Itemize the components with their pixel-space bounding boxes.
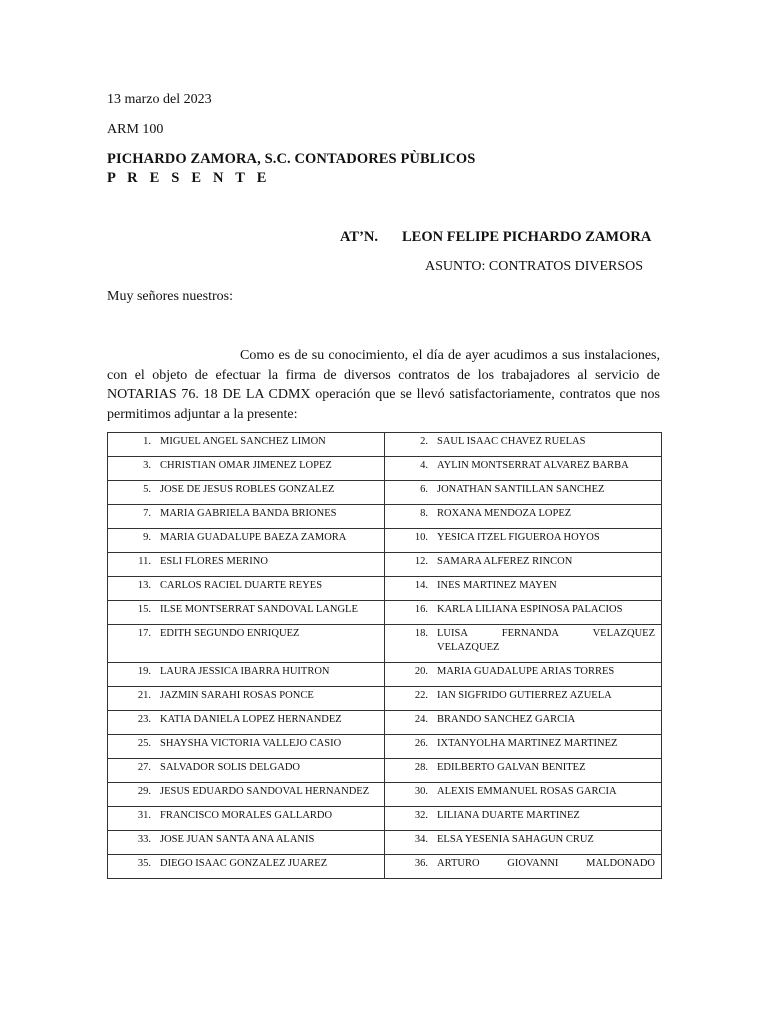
- recipient-company: PICHARDO ZAMORA, S.C. CONTADORES PÙBLICOS: [107, 151, 476, 167]
- worker-name: FRANCISCO MORALES GALLARDO: [160, 810, 333, 821]
- worker-number: 2.: [420, 436, 428, 447]
- table-cell: [385, 553, 662, 577]
- worker-name: SALVADOR SOLIS DELGADO: [160, 762, 301, 773]
- worker-name: LILIANA DUARTE MARTINEZ: [437, 810, 580, 821]
- table-cell: [385, 505, 662, 529]
- worker-number: 1.: [143, 436, 151, 447]
- worker-name: JOSE JUAN SANTA ANA ALANIS: [160, 834, 315, 845]
- worker-name: JESUS EDUARDO SANDOVAL HERNANDEZ: [160, 786, 370, 797]
- table-cell: [108, 481, 385, 505]
- table-row: [108, 783, 662, 807]
- attention-name: LEON FELIPE PICHARDO ZAMORA: [402, 229, 652, 245]
- table-cell: [385, 735, 662, 759]
- table-row: [108, 663, 662, 687]
- worker-name: JONATHAN SANTILLAN SANCHEZ: [437, 484, 605, 495]
- table-cell: [108, 855, 385, 879]
- worker-number: 36.: [414, 858, 428, 869]
- worker-entry: [385, 689, 655, 703]
- table-cell: [108, 783, 385, 807]
- table-cell: [108, 711, 385, 735]
- worker-number: 15.: [137, 604, 151, 615]
- worker-entry: [385, 761, 655, 775]
- table-cell: [385, 601, 662, 625]
- table-cell: [108, 807, 385, 831]
- worker-number: 18.: [414, 628, 428, 639]
- worker-name: ROXANA MENDOZA LOPEZ: [437, 508, 572, 519]
- table-row: [108, 711, 662, 735]
- reference-code: ARM 100: [107, 122, 164, 137]
- worker-number: 22.: [414, 690, 428, 701]
- worker-number: 7.: [143, 508, 151, 519]
- worker-number: 30.: [414, 786, 428, 797]
- table-row: [108, 505, 662, 529]
- table-row: [108, 553, 662, 577]
- worker-number: 3.: [143, 460, 151, 471]
- worker-number: 12.: [414, 556, 428, 567]
- table-cell: [385, 687, 662, 711]
- table-row: [108, 759, 662, 783]
- workers-table: [107, 432, 662, 879]
- table-cell: [385, 807, 662, 831]
- table-cell: [108, 625, 385, 663]
- worker-entry: [108, 555, 378, 569]
- table-row: [108, 625, 662, 663]
- worker-name: KATIA DANIELA LOPEZ HERNANDEZ: [160, 714, 342, 725]
- table-row: [108, 577, 662, 601]
- worker-number: 19.: [137, 666, 151, 677]
- worker-number: 33.: [137, 834, 151, 845]
- worker-entry: [108, 459, 378, 473]
- worker-name: CARLOS RACIEL DUARTE REYES: [160, 580, 323, 591]
- worker-entry: [385, 833, 655, 847]
- worker-name: LUISA FERNANDA VELAZQUEZ VELAZQUEZ: [437, 628, 655, 653]
- table-cell: [108, 759, 385, 783]
- worker-entry: [385, 603, 655, 617]
- worker-number: 13.: [137, 580, 151, 591]
- worker-name: ILSE MONTSERRAT SANDOVAL LANGLE: [160, 604, 358, 615]
- worker-entry: [108, 761, 378, 775]
- worker-entry: [385, 483, 655, 497]
- table-row: [108, 601, 662, 625]
- worker-name: JOSE DE JESUS ROBLES GONZALEZ: [160, 484, 335, 495]
- worker-entry: [108, 833, 378, 847]
- table-row: [108, 735, 662, 759]
- table-cell: [385, 433, 662, 457]
- body-paragraph: Como es de su conocimiento, el día de ayer acudimos a sus instalaciones, con el objeto de efectuar la firma de diversos contratos de los trabajadores al servicio de NOTARIAS 76. 18 DE LA CDMX operación que se llevó satisfactoriamente, contratos que nos permitimos adjuntar a la presente:: [107, 348, 660, 422]
- table-cell: [385, 663, 662, 687]
- worker-number: 16.: [414, 604, 428, 615]
- table-cell: [108, 831, 385, 855]
- table-cell: [385, 577, 662, 601]
- worker-number: 26.: [414, 738, 428, 749]
- presente-heading: P R E S E N T E: [107, 170, 271, 186]
- worker-entry: [385, 579, 655, 593]
- table-row: [108, 529, 662, 553]
- worker-number: 9.: [143, 532, 151, 543]
- worker-entry: [385, 627, 655, 655]
- worker-number: 10.: [414, 532, 428, 543]
- worker-name: ESLI FLORES MERINO: [160, 556, 268, 567]
- worker-entry: [385, 459, 655, 473]
- table-row: [108, 807, 662, 831]
- table-row: [108, 433, 662, 457]
- table-row: [108, 855, 662, 879]
- table-cell: [108, 601, 385, 625]
- table-cell: [385, 759, 662, 783]
- worker-number: 24.: [414, 714, 428, 725]
- worker-number: 14.: [414, 580, 428, 591]
- worker-number: 6.: [420, 484, 428, 495]
- table-cell: [108, 577, 385, 601]
- worker-entry: [108, 579, 378, 593]
- worker-name: MARIA GABRIELA BANDA BRIONES: [160, 508, 337, 519]
- worker-name: EDILBERTO GALVAN BENITEZ: [437, 762, 586, 773]
- worker-entry: [385, 507, 655, 521]
- attention-label: AT’N.: [340, 229, 378, 245]
- worker-name: IXTANYOLHA MARTINEZ MARTINEZ: [437, 738, 618, 749]
- worker-entry: [385, 555, 655, 569]
- worker-number: 32.: [414, 810, 428, 821]
- table-cell: [385, 529, 662, 553]
- worker-number: 25.: [137, 738, 151, 749]
- worker-name: ARTURO GIOVANNI MALDONADO: [437, 858, 655, 869]
- table-row: [108, 687, 662, 711]
- worker-number: 31.: [137, 810, 151, 821]
- worker-entry: [385, 737, 655, 751]
- worker-entry: [108, 785, 378, 799]
- worker-entry: [108, 483, 378, 497]
- table-cell: [385, 481, 662, 505]
- table-cell: [385, 831, 662, 855]
- worker-entry: [108, 603, 378, 617]
- worker-entry: [108, 435, 378, 449]
- worker-entry: [108, 507, 378, 521]
- worker-name: ALEXIS EMMANUEL ROSAS GARCIA: [437, 786, 617, 797]
- worker-entry: [108, 809, 378, 823]
- worker-number: 20.: [414, 666, 428, 677]
- table-row: [108, 457, 662, 481]
- worker-number: 8.: [420, 508, 428, 519]
- worker-name: INES MARTINEZ MAYEN: [437, 580, 557, 591]
- worker-name: MIGUEL ANGEL SANCHEZ LIMON: [160, 436, 326, 447]
- worker-entry: [108, 531, 378, 545]
- worker-name: MARIA GUADALUPE BAEZA ZAMORA: [160, 532, 347, 543]
- worker-number: 28.: [414, 762, 428, 773]
- subject-line: ASUNTO: CONTRATOS DIVERSOS: [425, 259, 644, 274]
- worker-entry: [108, 689, 378, 703]
- worker-entry: [385, 665, 655, 679]
- worker-entry: [108, 713, 378, 727]
- table-cell: [385, 855, 662, 879]
- worker-name: SHAYSHA VICTORIA VALLEJO CASIO: [160, 738, 342, 749]
- table-cell: [108, 433, 385, 457]
- worker-entry: [385, 785, 655, 799]
- table-cell: [108, 687, 385, 711]
- worker-number: 35.: [137, 858, 151, 869]
- table-row: [108, 481, 662, 505]
- worker-entry: [385, 713, 655, 727]
- worker-number: 5.: [143, 484, 151, 495]
- salutation: Muy señores nuestros:: [107, 289, 233, 304]
- worker-number: 21.: [137, 690, 151, 701]
- worker-number: 11.: [138, 556, 151, 567]
- worker-number: 34.: [414, 834, 428, 845]
- worker-entry: [385, 857, 655, 871]
- worker-name: ELSA YESENIA SAHAGUN CRUZ: [437, 834, 594, 845]
- worker-name: CHRISTIAN OMAR JIMENEZ LOPEZ: [160, 460, 332, 471]
- worker-entry: [108, 627, 378, 641]
- table-cell: [108, 663, 385, 687]
- table-row: [108, 831, 662, 855]
- table-cell: [385, 711, 662, 735]
- worker-name: DIEGO ISAAC GONZALEZ JUAREZ: [160, 858, 328, 869]
- worker-name: SAUL ISAAC CHAVEZ RUELAS: [437, 436, 586, 447]
- worker-entry: [108, 665, 378, 679]
- worker-number: 27.: [137, 762, 151, 773]
- table-cell: [385, 457, 662, 481]
- table-cell: [108, 457, 385, 481]
- workers-table-body: [108, 433, 662, 879]
- worker-entry: [108, 857, 378, 871]
- worker-entry: [385, 809, 655, 823]
- table-cell: [108, 735, 385, 759]
- worker-name: YESICA ITZEL FIGUEROA HOYOS: [437, 532, 600, 543]
- worker-name: LAURA JESSICA IBARRA HUITRON: [160, 666, 330, 677]
- table-cell: [108, 529, 385, 553]
- worker-name: SAMARA ALFEREZ RINCON: [437, 556, 573, 567]
- worker-name: AYLIN MONTSERRAT ALVAREZ BARBA: [437, 460, 629, 471]
- table-cell: [385, 625, 662, 663]
- table-cell: [385, 783, 662, 807]
- worker-entry: [385, 531, 655, 545]
- table-cell: [108, 553, 385, 577]
- worker-name: IAN SIGFRIDO GUTIERREZ AZUELA: [437, 690, 612, 701]
- worker-number: 4.: [420, 460, 428, 471]
- table-cell: [108, 505, 385, 529]
- worker-entry: [385, 435, 655, 449]
- worker-number: 29.: [137, 786, 151, 797]
- worker-name: MARIA GUADALUPE ARIAS TORRES: [437, 666, 615, 677]
- worker-number: 17.: [137, 628, 151, 639]
- worker-entry: [108, 737, 378, 751]
- letter-date: 13 marzo del 2023: [107, 92, 212, 107]
- worker-name: JAZMIN SARAHI ROSAS PONCE: [160, 690, 314, 701]
- worker-name: EDITH SEGUNDO ENRIQUEZ: [160, 628, 300, 639]
- worker-name: BRANDO SANCHEZ GARCIA: [437, 714, 576, 725]
- worker-name: KARLA LILIANA ESPINOSA PALACIOS: [437, 604, 623, 615]
- worker-number: 23.: [137, 714, 151, 725]
